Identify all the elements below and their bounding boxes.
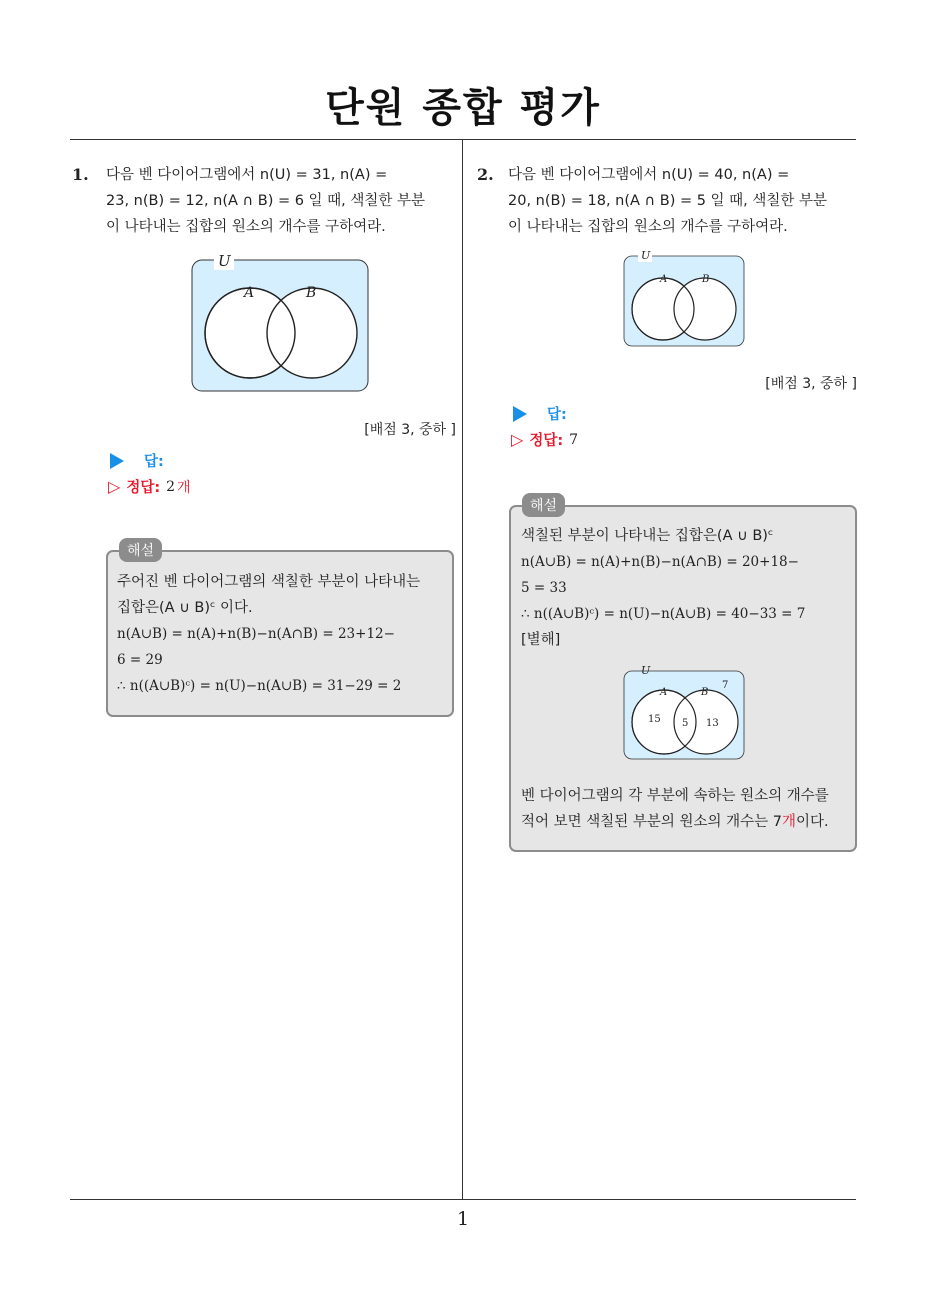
problem-2-number: 2.: [477, 165, 494, 184]
problem-1-venn-circle-b: [267, 288, 357, 378]
problem-2-venn-diagram: [622, 247, 746, 349]
problem-1-line-3: 이 나타내는 집합의 원소의 개수를 구하여라.: [106, 219, 386, 235]
problem-2-line-2: 20, n(B) = 18, n(A ∩ B) = 5 일 때, 색칠한 부분: [508, 193, 828, 209]
problem-1-venn-label-a: A: [244, 285, 255, 301]
problem-1-line-1: 다음 벤 다이어그램에서 n(U) = 31, n(A) =: [106, 167, 388, 183]
problem-1-answer-label: 답:: [144, 454, 164, 470]
problem-1-text: [106, 162, 456, 240]
problem-1-solution-line-1: 주어진 벤 다이어그램의 색칠한 부분이 나타내는: [117, 574, 421, 590]
problem-2-solution-venn-only-b-count: 13: [706, 718, 719, 729]
problem-2-solution-line-4: ∴ n((A∪B)ᶜ) = n(U)−n(A∪B) = 40−33 = 7: [521, 606, 806, 622]
problem-2-closing-line-2-text: 적어 보면 색칠된 부분의 원소의 개수는 7: [521, 814, 782, 830]
problem-2-answer-label: 답:: [547, 407, 567, 423]
page-number: 1: [456, 1208, 470, 1230]
problem-2-solution-line-1: 색칠된 부분이 나타내는 집합은(A ∪ B)ᶜ: [521, 528, 774, 544]
problem-2-solution-venn-both-count: 5: [682, 718, 689, 729]
play-triangle-icon: [513, 406, 527, 422]
problem-2-solution-line-5: [별해]: [521, 632, 561, 648]
problem-2-solution-closing: [521, 783, 853, 835]
problem-1-venn-diagram: [190, 250, 370, 395]
problem-1-correct-label: 정답:: [126, 480, 161, 496]
problem-2-line-3: 이 나타내는 집합의 원소의 개수를 구하여라.: [508, 219, 788, 235]
problem-2-text: [508, 162, 858, 240]
problem-1-correct-unit: 개: [177, 479, 191, 496]
problem-1-score: [배점 3, 중하 ]: [364, 422, 456, 438]
problem-1-solution-line-5: ∴ n((A∪B)ᶜ) = n(U)−n(A∪B) = 31−29 = 2: [117, 678, 402, 694]
problem-2-answer-row[interactable]: [513, 403, 567, 424]
outline-triangle-icon: ▷: [511, 429, 524, 449]
problem-2-correct-label: 정답:: [529, 433, 564, 449]
problem-2-solution-venn-outside-count: 7: [722, 680, 729, 691]
problem-1-correct-row: [108, 476, 191, 497]
problem-2-solution-tag: 해설: [522, 493, 565, 517]
problem-1-correct-value: 2: [166, 478, 176, 495]
problem-2-solution-line-2: n(A∪B) = n(A)+n(B)−n(A∩B) = 20+18−: [521, 554, 799, 570]
problem-1-answer-row[interactable]: [110, 450, 164, 471]
problem-2-venn-label-b: B: [702, 274, 710, 285]
problem-1-line-2: 23, n(B) = 12, n(A ∩ B) = 6 일 때, 색칠한 부분: [106, 193, 426, 209]
problem-2-solution-venn-label-u: U: [641, 664, 651, 677]
problem-2-solution-venn-label-a: A: [660, 687, 668, 698]
problem-1-solution-text: [117, 569, 449, 699]
problem-2-venn-label-a: A: [660, 274, 668, 285]
problem-2-venn-label-u: U: [641, 249, 651, 262]
problem-2-line-1: 다음 벤 다이어그램에서 n(U) = 40, n(A) =: [508, 167, 790, 183]
page-title: 단원 종합 평가: [325, 85, 601, 131]
problem-2-solution-text: [521, 523, 853, 653]
problem-2-solution-line-3: 5 = 33: [521, 580, 567, 596]
problem-2-closing-line-1: 벤 다이어그램의 각 부분에 속하는 원소의 개수를: [521, 788, 829, 804]
problem-2-solution-venn-only-a-count: 15: [648, 714, 661, 725]
footer-rule: [70, 1199, 856, 1200]
problem-2-closing-line-2-end: 이다.: [796, 814, 829, 830]
problem-2-score: [배점 3, 중하 ]: [765, 376, 857, 392]
problem-2-closing-unit: 개: [782, 814, 797, 830]
problem-1-solution-line-4: 6 = 29: [117, 652, 163, 668]
outline-triangle-icon: ▷: [108, 476, 121, 496]
problem-1-solution-tag: 해설: [119, 538, 162, 562]
column-divider: [462, 139, 463, 1200]
problem-2-correct-value: 7: [569, 431, 579, 448]
problem-1-number: 1.: [72, 165, 89, 184]
problem-1-solution-line-3: n(A∪B) = n(A)+n(B)−n(A∩B) = 23+12−: [117, 626, 395, 642]
problem-1-solution-line-2: 집합은(A ∪ B)ᶜ 이다.: [117, 600, 253, 616]
problem-2-closing-line-2: [521, 809, 853, 835]
problem-2-solution-venn-diagram: [622, 662, 746, 762]
problem-2-solution-venn-label-b: B: [701, 687, 709, 698]
header-rule: [70, 139, 856, 140]
play-triangle-icon: [110, 453, 124, 469]
problem-1-venn-label-u: U: [218, 252, 231, 270]
problem-2-venn-circle-b: [674, 278, 736, 340]
problem-1-venn-label-b: B: [306, 285, 317, 301]
problem-2-correct-row: [511, 429, 578, 450]
